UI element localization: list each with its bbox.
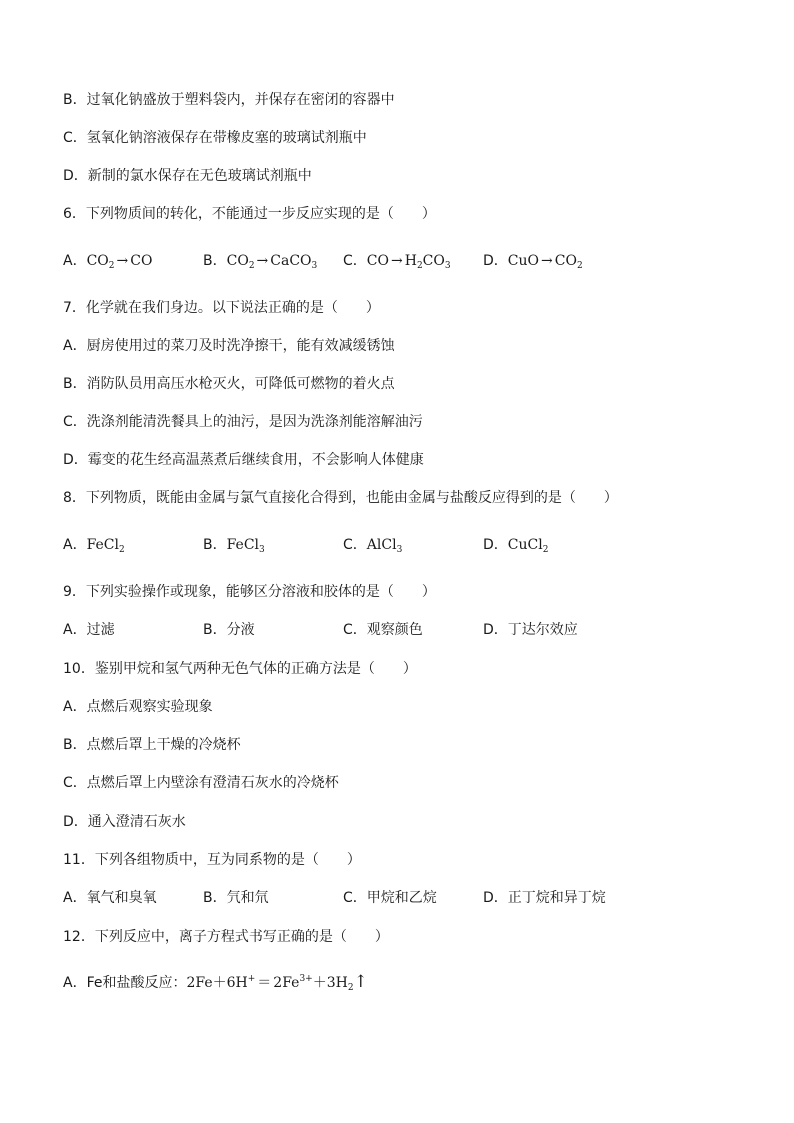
q5-option-d: D．新制的氯水保存在无色玻璃试剂瓶中 [63,168,312,184]
q6-option-b: B．$CO_2$ → CaCO$_3$ [203,253,318,271]
q11-option-c: C．甲烷和乙烷 [343,890,437,906]
ionic-equation: $2Fe+6H^+ = 2Fe^{3+}+3H_2↑$ [186,972,368,993]
q12-option-a-label: A．Fe和盐酸反应： [63,975,187,991]
q12-stem: 12．下列反应中，离子方程式书写正确的是（ ） [63,929,389,945]
q9-option-c: C．观察颜色 [343,622,423,638]
q9-option-d: D．丁达尔效应 [483,622,578,638]
q8-options [63,533,703,557]
q12-option-a [63,970,703,994]
q11-option-b: B．氕和氘 [203,890,269,906]
gas-up-arrow-icon: ↑ [353,972,368,992]
q10-option-c: C．点燃后罩上内壁涂有澄清石灰水的冷烧杯 [63,775,339,791]
q10-stem: 10．鉴别甲烷和氢气两种无色气体的正确方法是（ ） [63,661,417,677]
q7-stem: 7．化学就在我们身边。以下说法正确的是（ ） [63,300,380,316]
q9-option-a: A．过滤 [63,622,115,638]
q11-options [63,886,703,910]
q8-option-c: C．AlCl$_3$ [343,537,403,555]
q9-option-b: B．分液 [203,622,255,638]
q7-option-d: D．霉变的花生经高温蒸煮后继续食用，不会影响人体健康 [63,452,424,468]
q10-option-b: B．点燃后罩上干燥的冷烧杯 [63,737,241,753]
q6-option-a: A．$CO_2$ → CO [63,253,153,271]
arrow-icon: → [541,253,553,269]
arrow-icon: → [256,253,269,269]
q8-option-b: B．FeCl$_3$ [203,537,265,555]
q8-option-a: A．FeCl$_2$ [63,537,125,555]
q6-stem: 6．下列物质间的转化，不能通过一步反应实现的是（ ） [63,206,436,222]
q7-option-a: A．厨房使用过的菜刀及时洗净擦干，能有效减缓锈蚀 [63,338,395,354]
q6-option-d: D．CuO → $CO_2$ [483,253,583,271]
q6-options [63,249,703,273]
q10-option-d: D．通入澄清石灰水 [63,814,186,830]
q11-option-a: A．氧气和臭氧 [63,890,157,906]
q8-stem: 8．下列物质，既能由金属与氯气直接化合得到，也能由金属与盐酸反应得到的是（ ） [63,490,618,506]
q10-option-a: A．点燃后观察实验现象 [63,699,213,715]
q11-option-d: D．正丁烷和异丁烷 [483,890,606,906]
q9-stem: 9．下列实验操作或现象，能够区分溶液和胶体的是（ ） [63,584,436,600]
arrow-icon: → [390,253,403,269]
q11-stem: 11．下列各组物质中，互为同系物的是（ ） [63,852,361,868]
q6-option-c: C．CO → $H_2CO_3$ [343,253,451,271]
q7-option-c: C．洗涤剂能清洗餐具上的油污，是因为洗涤剂能溶解油污 [63,414,423,430]
q9-options [63,618,703,642]
arrow-icon: → [116,253,129,269]
q7-option-b: B．消防队员用高压水枪灭火，可降低可燃物的着火点 [63,376,395,392]
q5-option-c: C．氢氧化钠溶液保存在带橡皮塞的玻璃试剂瓶中 [63,130,367,146]
q5-option-b: B．过氧化钠盛放于塑料袋内，并保存在密闭的容器中 [63,92,395,108]
q8-option-d: D．CuCl$_2$ [483,537,549,555]
